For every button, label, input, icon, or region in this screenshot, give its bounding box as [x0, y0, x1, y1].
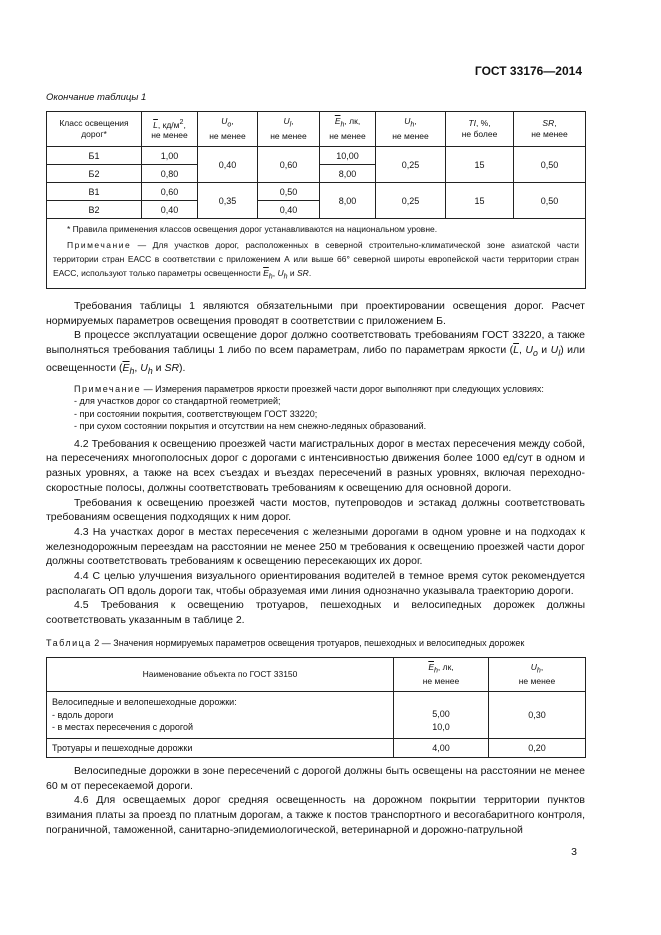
table-row: Велосипедные и велопешеходные дорожки: - вдоль дороги - в местах пересечения с дорогой 5,00 10,0 0,30 — [47, 692, 586, 739]
table2-caption: Таблица 2 — Значения нормируемых параметров освещения тротуаров, пешеходных и велосипедных дорожек — [46, 638, 525, 648]
t1-h-class: Класс освещения дорог* — [47, 112, 142, 147]
table-row: Б1 1,00 0,40 0,60 10,00 0,25 15 0,50 — [47, 147, 586, 165]
paragraph: 4.4 С целью улучшения визуального ориентирования водителей в темное время суток рекомендуется располагать ОП вдоль дороги так, чтобы образуемая ими линия однозначно указывала траекторию дороги. — [46, 570, 585, 597]
table1-notes-row — [47, 219, 586, 289]
table-row: Б2 0,80 8,00 — [47, 165, 586, 183]
paragraph: 4.5 Требования к освещению тротуаров, пешеходных и велосипедных дорожек должны соответствовать указанным в таблице 2. — [46, 599, 585, 627]
document-code: ГОСТ 33176—2014 — [474, 64, 582, 78]
note-block: Примечание — Измерения параметров яркости проезжей части дорог выполняют при следующих условиях: - для участков дорог со стандартной геометрией; - при состоянии покрытия, соответствующем ГОСТ 33220; - при сухом состоянии покрытия и отсутствии на нем снежно-ледяных образований. — [46, 383, 585, 433]
paragraph: В процессе эксплуатации освещение дорог должно соответствовать требованиям ГОСТ 33220, а также выполняться требования таблицы 1 либо по всем параметрам, либо по параметрам яркости ($\overline{L}$, $U_o$ и $U_l$) или освещенности ($\overline{E}_h$, $U_h$ и SR). — [46, 329, 585, 376]
table1 — [46, 111, 586, 289]
paragraph: Требования таблицы 1 являются обязательными при проектировании освещения дорог. Расчет нормируемых параметров освещения проводят в соответствии с приложением Б. — [46, 300, 585, 327]
table-row: В1 0,60 0,35 0,50 8,00 0,25 15 0,50 — [47, 183, 586, 201]
t2-h-name: Наименование объекта по ГОСТ 33150 — [47, 658, 394, 692]
t1-h-Eh: $\overline{E}_h$, лк, не менее — [320, 112, 376, 147]
t1-h-SR: SR, не менее — [514, 112, 586, 147]
t1-h-TI: TI, %, не более — [446, 112, 514, 147]
body-text — [46, 299, 585, 628]
list-item: - при состоянии покрытия, соответствующем ГОСТ 33220; — [74, 408, 318, 419]
t1-h-Uo: $U_o$, не менее — [198, 112, 258, 147]
body-text-after — [46, 764, 585, 838]
t2-h-E: $\overline{E}_h$, лк, не менее — [394, 658, 489, 692]
table1-caption: Окончание таблицы 1 — [46, 92, 147, 103]
page-number: 3 — [571, 846, 577, 858]
table1-header-row — [47, 112, 586, 147]
t1-h-L: $\overline{L}$, $кд/м^2$, не менее — [142, 112, 198, 147]
paragraph: 4.6 Для освещаемых дорог средняя освещенность на дорожном покрытии территории пунктов взимания платы за проезд по платным дорогам, а также к постов транспортного и весогабаритного контроля, пограничной, таможенной, санитарно-эпидемиологической, ветеринарной и дорожно-патрульной — [46, 794, 585, 836]
table2-header-row — [47, 658, 586, 692]
t1-h-Ul: $U_l$, не менее — [258, 112, 320, 147]
paragraph: 4.3 На участках дорог в местах пересечения с железными дорогами в одном уровне и на подходах к железнодорожным переездам на расстоянии не менее 250 м требования к освещению проезжей части дорог должны соответствовать требованиям к освещению пересекающих их дорог. — [46, 525, 585, 568]
t2-h-U: $U_h$, не менее — [489, 658, 586, 692]
table1-note: Примечание — Для участков дорог, расположенных в северной строительно-климатической зоне азиатской части территории стран ЕАСС в соответствии с приложением А или выше 66° северной широты европейской части территории стран ЕАСС, используют только параметры освещенности $\overline{E}_h$, $U_h$ и SR. — [53, 240, 579, 281]
list-item: - при сухом состоянии покрытия и отсутствии на нем снежно-ледяных образований. — [74, 421, 427, 432]
table-row: Тротуары и пешеходные дорожки 4,00 0,20 — [47, 738, 586, 757]
table2 — [46, 657, 586, 758]
table1-footnote: * Правила применения классов освещения дорог устанавливаются на национальном уровне. — [67, 224, 438, 234]
t1-h-Uh: $U_h$, не менее — [376, 112, 446, 147]
paragraph: Требования к освещению проезжей части мостов, путепроводов и эстакад должны соответствовать требованиям освещения подходящих к ним дорог. — [46, 496, 585, 524]
paragraph: 4.2 Требования к освещению проезжей части магистральных дорог в местах пересечения между собой, на пересечениях многополосных дорог с дорогами с интенсивностью движения более 1000 ед/сут в одном и разных уровнях, а также на всех съездах и въездах пересечений в разных уровнях, включая переходно-скоростные полосы, должны соответствовать требованиям к освещению для основной дороги. — [46, 437, 585, 494]
table-row: В2 0,40 0,40 — [47, 201, 586, 219]
paragraph: Велосипедные дорожки в зоне пересечений с дорогой должны быть освещены на расстоянии не менее 60 м от пересекаемой дороги. — [46, 765, 585, 792]
list-item: - для участков дорог со стандартной геометрией; — [74, 396, 281, 407]
